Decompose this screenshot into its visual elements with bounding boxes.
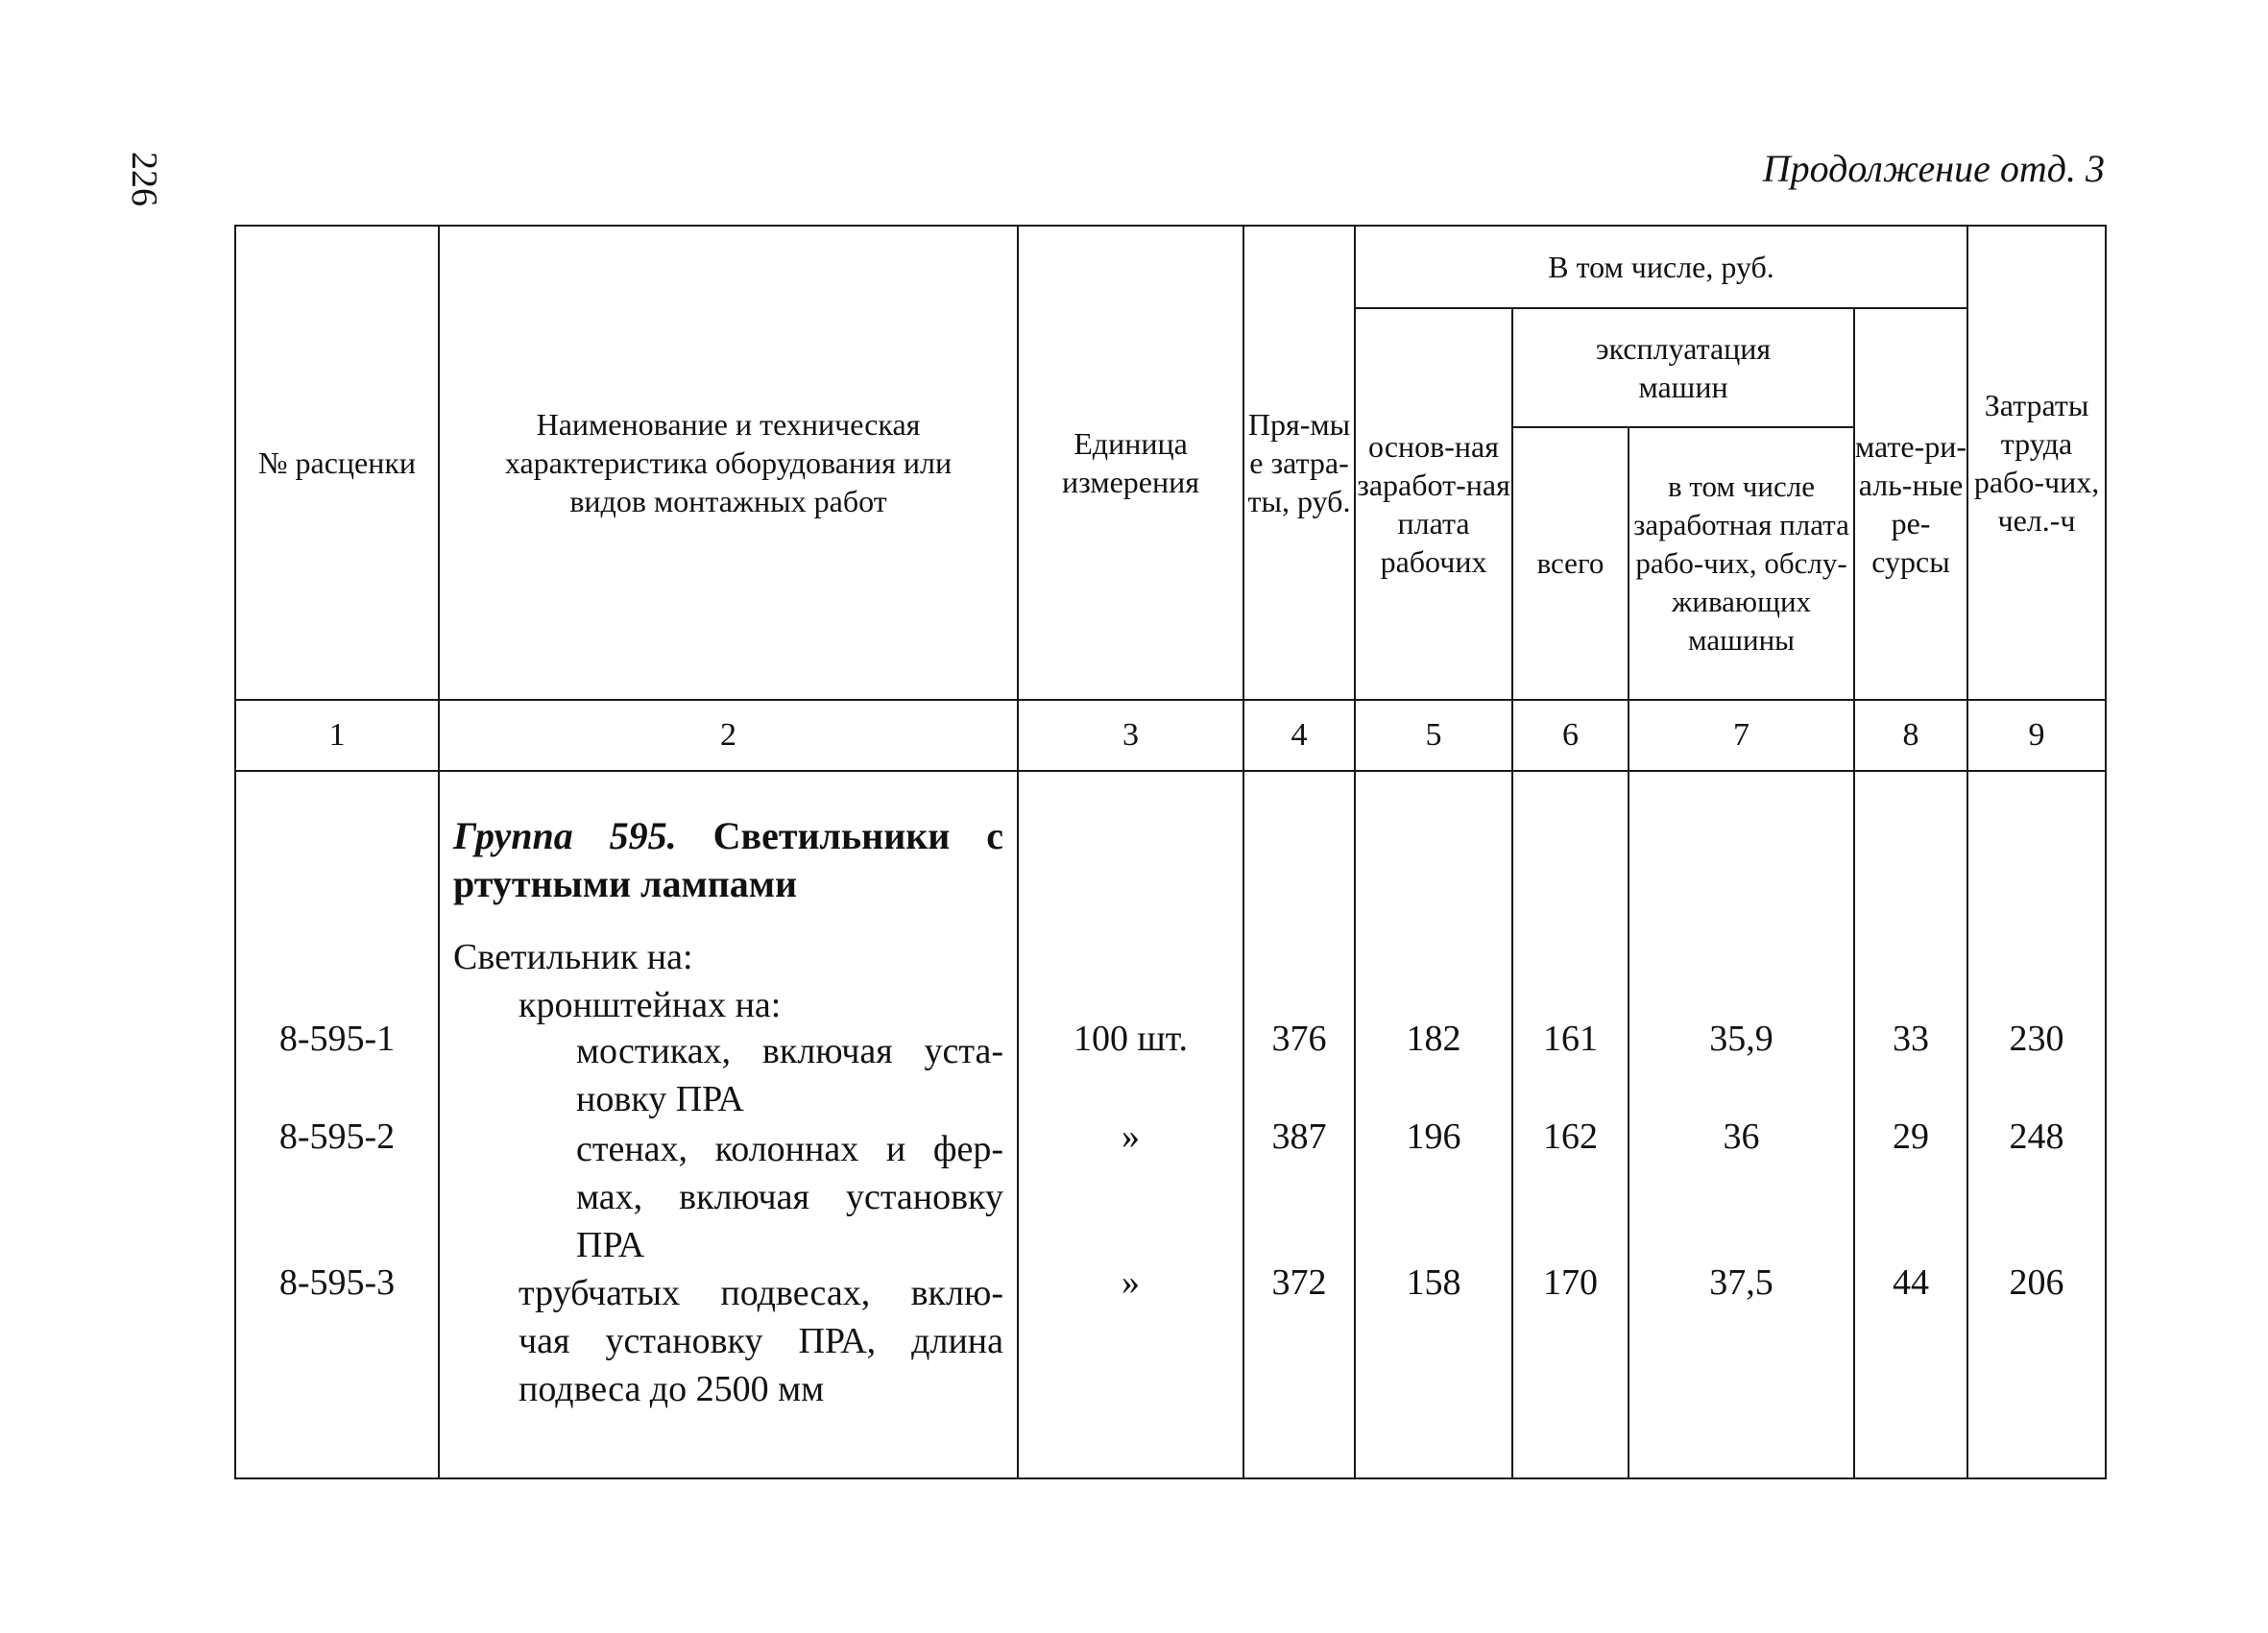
table-body-row [235, 771, 2106, 1478]
machines-total-value: 161 [1543, 1019, 1598, 1059]
row-desc-line: ПРА [576, 1225, 645, 1265]
column-number: 2 [439, 700, 1018, 771]
base-wage-value: 196 [1406, 1117, 1461, 1157]
machines-wage-value: 35,9 [1709, 1019, 1773, 1059]
unit-value: » [1122, 1117, 1140, 1157]
column-number: 4 [1243, 700, 1355, 771]
labor-value: 248 [2009, 1117, 2064, 1157]
header-direct-costs: Пря-мые затра-ты, руб. [1243, 226, 1355, 700]
materials-value: 44 [1893, 1262, 1929, 1303]
continuation-caption: Продолжение отд. 3 [1762, 147, 2105, 190]
row-desc-line: стенах, колоннах и фер- [576, 1129, 1003, 1169]
materials-cell [1854, 771, 1967, 1478]
group-title [453, 812, 1003, 908]
column-number: 9 [1967, 700, 2106, 771]
column-number: 6 [1512, 700, 1629, 771]
unit-value: » [1122, 1262, 1140, 1303]
group-label: Группа 595. [453, 814, 677, 857]
header-unit: Единица измерения [1018, 226, 1243, 700]
header-including-group: В том числе, руб. [1355, 226, 1967, 308]
row-desc-line: мостиках, включая уста- [576, 1031, 1003, 1071]
direct-cost-value: 387 [1271, 1117, 1327, 1157]
machines-wage-cell [1629, 771, 1854, 1478]
row-desc-line: мах, включая установку [576, 1177, 1003, 1217]
column-numbers-row [235, 700, 2106, 771]
direct-cost-value: 372 [1271, 1262, 1327, 1303]
column-number: 3 [1018, 700, 1243, 771]
direct-costs-cell [1243, 771, 1355, 1478]
group-name: Светильники с ртутными лампами [453, 814, 1003, 905]
header-base-wage: основ-ная заработ-ная плата рабочих [1355, 308, 1512, 700]
column-number: 5 [1355, 700, 1512, 771]
machines-wage-value: 36 [1723, 1117, 1760, 1157]
materials-value: 33 [1893, 1019, 1929, 1059]
row-desc-line: чая установку ПРА, длина [519, 1321, 1003, 1361]
column-number: 1 [235, 700, 439, 771]
rate-code: 8-595-3 [278, 1262, 396, 1303]
price-table [234, 225, 2107, 1479]
machines-total-cell [1512, 771, 1629, 1478]
base-wage-value: 158 [1406, 1262, 1461, 1303]
row-desc-line: подвеса до 2500 мм [519, 1369, 825, 1409]
unit-value: 100 шт. [1073, 1019, 1188, 1059]
materials-value: 29 [1893, 1117, 1929, 1157]
base-wage-cell [1355, 771, 1512, 1478]
header-labor-costs: Затраты труда рабо-чих, чел.-ч [1967, 226, 2106, 700]
machines-total-value: 162 [1543, 1117, 1598, 1157]
labor-value: 230 [2009, 1019, 2064, 1059]
machines-wage-value: 37,5 [1709, 1262, 1773, 1303]
unit-cell [1018, 771, 1243, 1478]
column-number: 7 [1629, 700, 1854, 771]
header-machines-wage: в том числе заработная плата рабо-чих, обслу-живающих машины [1629, 427, 1854, 700]
column-number: 8 [1854, 700, 1967, 771]
header-machines-total: всего [1512, 427, 1629, 700]
machines-total-value: 170 [1543, 1262, 1598, 1303]
labor-value: 206 [2009, 1262, 2064, 1303]
header-name: Наименование и техническая характеристика оборудования или видов монтажных работ [439, 226, 1018, 700]
intro-subline: кронштейнах на: [519, 985, 782, 1025]
intro-line: Светильник на: [453, 937, 693, 977]
rate-code: 8-595-1 [278, 1019, 396, 1059]
row-desc-line: новку ПРА [576, 1079, 744, 1119]
header-materials: мате-ри-аль-ные ре-сурсы [1854, 308, 1967, 700]
direct-cost-value: 376 [1271, 1019, 1327, 1059]
description-cell [439, 771, 1018, 1478]
base-wage-value: 182 [1406, 1019, 1461, 1059]
rate-code: 8-595-2 [278, 1117, 396, 1157]
row-desc-line: трубчатых подвесах, вклю- [519, 1273, 1003, 1313]
header-machines-group: эксплуатация машин [1512, 308, 1854, 427]
page-number: 226 [124, 152, 164, 206]
labor-cell [1967, 771, 2106, 1478]
codes-cell [235, 771, 439, 1478]
header-rate-number: № расценки [235, 226, 439, 700]
